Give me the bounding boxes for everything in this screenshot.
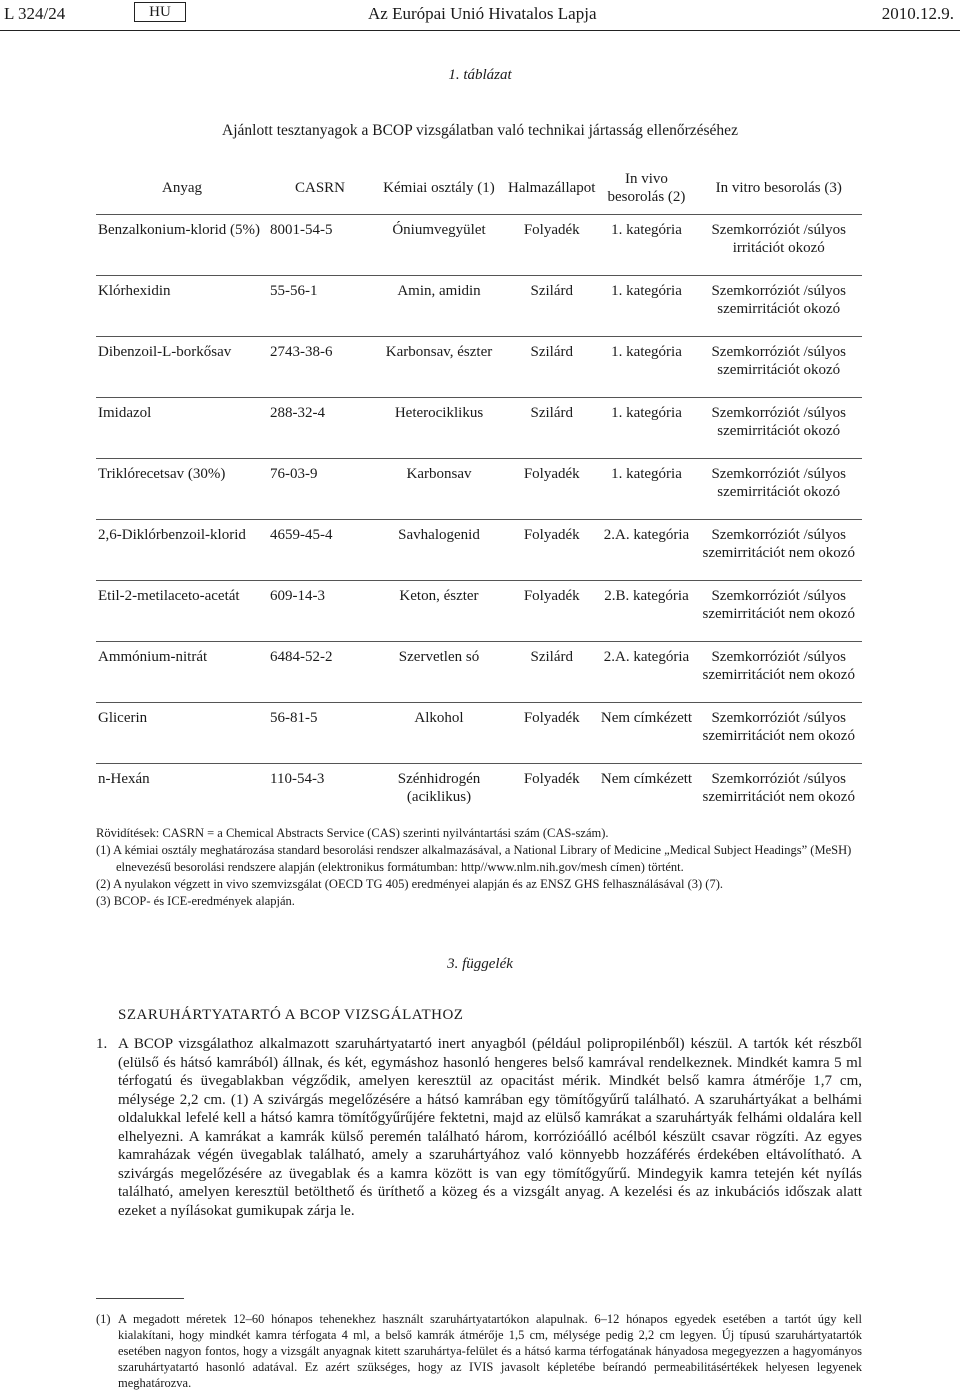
cell-substance: Imidazol (96, 398, 268, 459)
paragraph-number: 1. (96, 1036, 108, 1052)
page-footnote-text: A megadott méretek 12–60 hónapos tehenekhez használt szaruhártyatartókon alapulnak. 6–12 hónapos egyedek esetében a tartót úgy kell kialakítani, hogy mindkét kamra térfogata 4 ml, a belső kamrák átmérője 1,5 cm, mélysége pedig 2,2 cm legyen. Új típusú szaruhártyatartók esetében nagyon fontos, hogy a vizsgált anyagnak kitett szaruhártya-felület és a hátsó karma térfogatának hányadosa megegyezzen a hagyományos szaruhártyatartó hasonló adatával. Ez azért szükséges, hogy az IVIS javasolt képletébe beírandó permeabilitásértékek helyesen legyenek meghatározva. (118, 1312, 862, 1390)
cell-substance: Ammónium-nitrát (96, 642, 268, 703)
page-footnote-label: (1) (96, 1312, 111, 1326)
cell-substance: Triklórecetsav (30%) (96, 459, 268, 520)
cell-casrn: 110-54-3 (270, 771, 325, 787)
page-number: L 324/24 (4, 4, 66, 23)
cell-chemical-class: Savhalogenid (372, 520, 506, 581)
cell-in-vivo: Nem címkézett (597, 703, 695, 764)
cell-casrn: 4659-45-4 (268, 520, 372, 581)
cell-chemical-class: Karbonsav (372, 459, 506, 520)
table-footnote-2: (2) A nyulakon végzett in vivo szemvizsgálat (OECD TG 405) eredményei alapján és az ENSZ GHS felhasználásával (3) (7). (96, 877, 724, 891)
language-box: HU (134, 2, 186, 22)
table-notes (96, 825, 862, 910)
section-heading: SZARUHÁRTYATARTÓ A BCOP VIZSGÁLATHOZ (118, 1007, 464, 1023)
cell-in-vivo: 1. kategória (597, 276, 695, 337)
table-row (96, 642, 862, 703)
table-row (96, 398, 862, 459)
cell-substance: Glicerin (96, 703, 268, 764)
cell-in-vivo: 1. kategória (597, 459, 695, 520)
table-row (96, 764, 862, 825)
cell-substance: Etil-2-metilaceto-acetát (96, 581, 268, 642)
cell-state: Szilárd (506, 642, 597, 703)
table-number: 1. táblázat (448, 67, 512, 83)
publication-title: Az Európai Unió Hivatalos Lapja (368, 4, 597, 23)
cell-casrn: 609-14-3 (268, 581, 372, 642)
cell-in-vitro: Szemkorróziót /súlyos szemirritációt okozó (695, 398, 862, 459)
cell-chemical-class: Óniumvegyület (372, 215, 506, 276)
table-footnote-1: (1) A kémiai osztály meghatározása standard besorolási rendszer alkalmazásával, a National Library of Medicine „Medical Subject Headings” (MeSH) elnevezésű besorolási rendszere alapján (elektronikus formátumban: http//www.nlm.nih.gov/mesh címen) történt. (96, 843, 852, 874)
cell-chemical-class: Heterociklikus (372, 398, 506, 459)
cell-state: Folyadék (506, 459, 597, 520)
cell-in-vivo: 1. kategória (597, 398, 695, 459)
cell-chemical-class: Karbonsav, észter (372, 337, 506, 398)
cell-in-vivo: 2.A. kategória (597, 642, 695, 703)
reference-table (96, 162, 862, 825)
cell-state: Folyadék (523, 771, 580, 787)
cell-in-vitro: Szemkorróziót /súlyos szemirritációt nem okozó (695, 703, 862, 764)
appendix-title: 3. függelék (447, 956, 513, 972)
cell-casrn: 55-56-1 (268, 276, 372, 337)
table-row (96, 581, 862, 642)
cell-in-vivo: Nem címkézett (600, 771, 693, 787)
header-casrn: CASRN (268, 162, 372, 215)
cell-state: Folyadék (506, 520, 597, 581)
table-row (96, 337, 862, 398)
cell-in-vivo: 1. kategória (597, 337, 695, 398)
cell-in-vitro: Szemkorróziót /súlyos irritációt okozó (695, 215, 862, 276)
table-row (96, 459, 862, 520)
table-footnote-3: (3) BCOP- és ICE-eredmények alapján. (96, 894, 295, 908)
cell-chemical-class: Amin, amidin (372, 276, 506, 337)
cell-casrn: 56-81-5 (268, 703, 372, 764)
cell-in-vitro: Szemkorróziót /súlyos szemirritációt nem okozó (695, 520, 862, 581)
cell-in-vivo: 2.A. kategória (597, 520, 695, 581)
cell-in-vitro: Szemkorróziót /súlyos szemirritációt okozó (695, 337, 862, 398)
cell-in-vitro: Szemkorróziót /súlyos szemirritációt nem okozó (702, 771, 855, 805)
cell-chemical-class: Keton, észter (372, 581, 506, 642)
cell-substance: Dibenzoil-L-borkősav (96, 337, 268, 398)
cell-casrn: 76-03-9 (268, 459, 372, 520)
cell-in-vitro: Szemkorróziót /súlyos szemirritációt nem okozó (695, 642, 862, 703)
table-header-row (96, 162, 862, 215)
table-title: Ajánlott tesztanyagok a BCOP vizsgálatban való technikai jártasság ellenőrzéséhez (222, 122, 738, 139)
cell-in-vitro: Szemkorróziót /súlyos szemirritációt okozó (695, 276, 862, 337)
table-row (96, 276, 862, 337)
cell-in-vivo: 1. kategória (597, 215, 695, 276)
header-rule (0, 30, 960, 31)
paragraph-1 (96, 1035, 862, 1220)
header-state: Halmazállapot (506, 162, 597, 215)
cell-in-vitro: Szemkorróziót /súlyos szemirritációt okozó (695, 459, 862, 520)
cell-in-vivo: 2.B. kategória (597, 581, 695, 642)
cell-substance: Benzalkonium-klorid (5%) (96, 215, 268, 276)
header-anyag: Anyag (96, 162, 268, 215)
publication-date: 2010.12.9. (881, 4, 954, 23)
cell-casrn: 2743-38-6 (268, 337, 372, 398)
cell-chemical-class: Szénhidrogén (aciklikus) (397, 771, 481, 805)
paragraph-text: A BCOP vizsgálathoz alkalmazott szaruhártyatartó inert anyagból (például polipropilénből) készül. A tartók két részből (elülső és hátsó kamrából) állnak, és két, egymáshoz hasonló hengeres belső kamrával rendelkeznek. Mindkét kamra 5 ml térfogatú és üvegablakban végződik, amelyen keresztül az opacitást mérik. Mindkét belső kamra átmérője 1,7 cm, mélysége 2,2 cm. (1) A szivárgás megelőzésére a hátsó kamrában egy tömítőgyűrű található. A szaruhártyákat a belhámi oldalukkal lefelé kell a hátsó kamra tömítőgyűrűjére fektetni, majd az elülső kamrákat a szaruhártyák felhámi oldalára kell elhelyezni. A kamrákat a kamrák külső peremén található három, korrózióálló acélból készült csavar rögzíti. Az egyes kamraházak végén üvegablak található, amely a szaruhártyához való könnyebb hozzáférés érdekében eltávolítható. A szivárgás megelőzésére az üvegablak és a kamra között is van egy tömítőgyűrű. Mindegyik kamra tetején két nyílás található, amelyen keresztül betölthető és üríthető a közeg és a vizsgált anyag. A kezelési és az inkubációs időszak alatt ezeket a nyílásokat gumikupak zárja le. (118, 1036, 862, 1219)
cell-substance: 2,6-Diklórbenzoil-klorid (96, 520, 268, 581)
cell-substance: Klórhexidin (96, 276, 268, 337)
header-in-vitro: In vitro besorolás (3) (695, 162, 862, 215)
footnote-rule (96, 1298, 184, 1299)
cell-casrn: 8001-54-5 (268, 215, 372, 276)
cell-state: Folyadék (506, 703, 597, 764)
cell-substance: n-Hexán (98, 771, 150, 787)
page-footnote (96, 1311, 862, 1391)
cell-casrn: 6484-52-2 (268, 642, 372, 703)
page-header (0, 0, 960, 30)
abbreviations-note: Rövidítések: CASRN = a Chemical Abstracts Service (CAS) szerinti nyilvántartási szám (CAS-szám). (96, 826, 609, 840)
cell-state: Szilárd (506, 398, 597, 459)
cell-chemical-class: Szervetlen só (372, 642, 506, 703)
table-row (96, 215, 862, 276)
cell-chemical-class: Alkohol (372, 703, 506, 764)
cell-state: Folyadék (506, 581, 597, 642)
cell-casrn: 288-32-4 (268, 398, 372, 459)
cell-in-vitro: Szemkorróziót /súlyos szemirritációt nem okozó (695, 581, 862, 642)
cell-state: Folyadék (506, 215, 597, 276)
header-chemical-class: Kémiai osztály (1) (372, 162, 506, 215)
header-in-vivo: In vivo besorolás (2) (597, 162, 695, 215)
cell-state: Szilárd (506, 337, 597, 398)
table-row (96, 703, 862, 764)
table-row (96, 520, 862, 581)
cell-state: Szilárd (506, 276, 597, 337)
